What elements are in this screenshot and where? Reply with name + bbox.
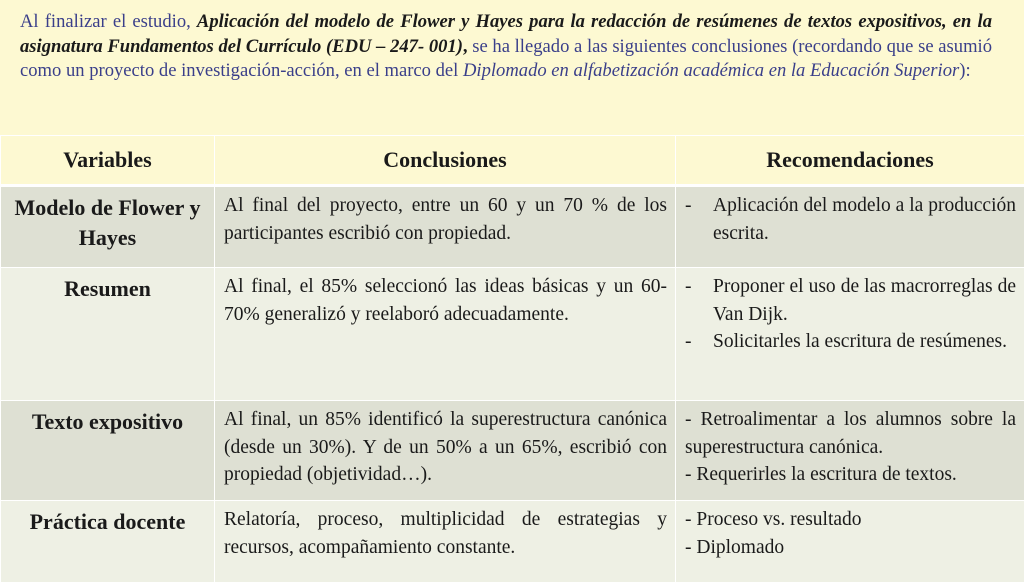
table-row — [1, 501, 1024, 583]
variable-cell: Práctica docente — [1, 501, 215, 583]
variable-cell: Texto expositivo — [1, 401, 215, 501]
variable-cell: Modelo de Flower y Hayes — [1, 186, 215, 268]
intro-text-4: ): — [959, 60, 970, 81]
table-header-row — [1, 136, 1024, 186]
diplomado-name: Diplomado en alfabetización académica en la Educación Superior — [463, 60, 959, 81]
recommendation-item — [685, 328, 1016, 356]
recommendation-line: - Proceso vs. resultado — [685, 506, 1016, 534]
table-row — [1, 186, 1024, 268]
conclusions-table — [0, 135, 1024, 583]
recommendation-text: Proponer el uso de las macrorreglas de Van Dijk. — [713, 273, 1016, 328]
intro-paragraph — [20, 10, 992, 84]
recommendation-line: - Diplomado — [685, 534, 1016, 562]
recommendation-item — [685, 192, 1016, 247]
recommendation-cell — [676, 186, 1024, 268]
table-row — [1, 268, 1024, 401]
dash-marker: - — [685, 273, 713, 328]
recommendation-cell — [676, 401, 1024, 501]
header-conclusiones: Conclusiones — [215, 136, 676, 186]
conclusion-cell: Relatoría, proceso, multiplicidad de estrategias y recursos, acompañamiento constante. — [215, 501, 676, 583]
recommendation-cell — [676, 501, 1024, 583]
recommendation-line: - Retroalimentar a los alumnos sobre la superestructura canónica. — [685, 406, 1016, 461]
recommendation-item — [685, 273, 1016, 328]
conclusion-cell: Al final del proyecto, entre un 60 y un 70 % de los participantes escribió con propiedad. — [215, 186, 676, 268]
table-row — [1, 401, 1024, 501]
intro-text-1: Al finalizar el estudio, — [20, 11, 197, 32]
recommendation-cell — [676, 268, 1024, 401]
conclusion-cell: Al final, el 85% seleccionó las ideas básicas y un 60-70% generalizó y reelaboró adecuadamente. — [215, 268, 676, 401]
conclusion-cell: Al final, un 85% identificó la superestructura canónica (desde un 30%). Y de un 50% a un 65%, escribió con propiedad (objetividad…). — [215, 401, 676, 501]
study-title: Aplicación del modelo de Flower y Hayes para la redacción de resúmenes de textos expositivos, en la asignatura Fundamentos del Currículo (EDU – 247- 001) — [20, 11, 992, 57]
recommendation-line: - Requerirles la escritura de textos. — [685, 461, 1016, 489]
intro-text-2: , — [463, 36, 472, 57]
intro-text-3: se ha llegado a las siguientes conclusiones (recordando que se asumió como un proyecto de investigación-acción, en el marco del — [20, 36, 992, 82]
header-recomendaciones: Recomendaciones — [676, 136, 1024, 186]
dash-marker: - — [685, 328, 713, 356]
header-variables: Variables — [1, 136, 215, 186]
variable-cell: Resumen — [1, 268, 215, 401]
recommendation-text: Aplicación del modelo a la producción escrita. — [713, 192, 1016, 247]
dash-marker: - — [685, 192, 713, 247]
recommendation-text: Solicitarles la escritura de resúmenes. — [713, 328, 1016, 356]
